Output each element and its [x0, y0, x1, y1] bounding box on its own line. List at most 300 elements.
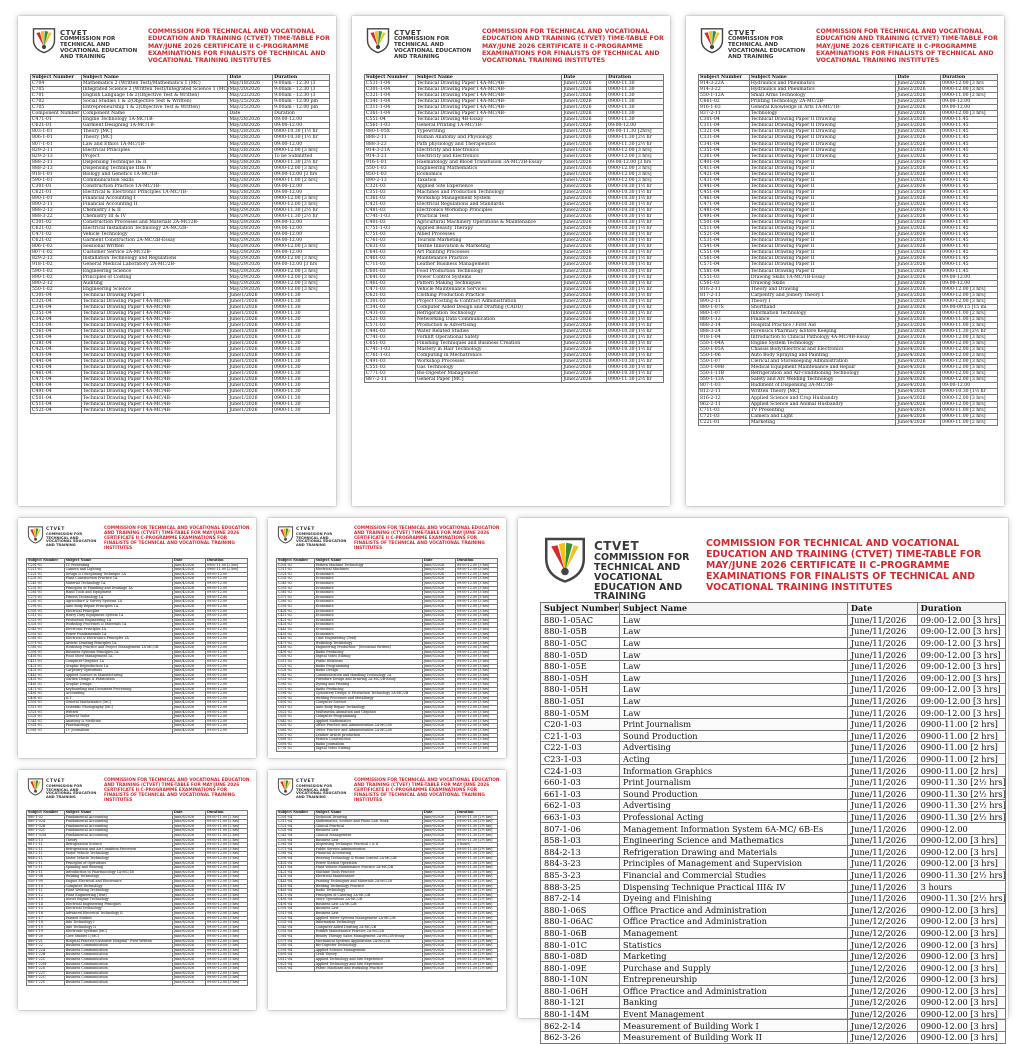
- timetable-page-6: [18, 770, 256, 1010]
- exam-date: June/4/2026: [896, 401, 941, 407]
- subject-name: Fundamental Accounting: [64, 833, 172, 838]
- subject-name: Agricultural Machinery Operations & Maintenance: [415, 220, 562, 226]
- ctvet-logo: [276, 777, 295, 796]
- subject-name: Construction Practice 1A-MC/1B-: [81, 183, 228, 189]
- exam-duration: 0900-11.30 [2½ hr: [273, 214, 330, 220]
- exam-date: June/3/2026: [896, 183, 941, 189]
- exam-duration: 09:00-11.00 [2 hrs]: [205, 815, 247, 820]
- subject-number: 661-1-03: [541, 788, 620, 800]
- exam-duration: 0900-11.45: [941, 238, 998, 244]
- exam-duration: 0900-11.45: [941, 153, 998, 159]
- exam-date: May/28/2026: [228, 195, 273, 201]
- subject-number: 880-1-09E: [541, 962, 620, 974]
- exam-duration: 0900-12.00 [3 hrs]: [917, 846, 1005, 858]
- ctvet-logo: [30, 26, 58, 54]
- subject-name: Biology and Genetics 1A-MC/1B-: [81, 171, 228, 177]
- subject-number: C711-03: [365, 262, 416, 268]
- subject-name: Technical Drawing Paper II: [749, 232, 896, 238]
- exam-duration: 09:00-12.00 [3 hrs]: [455, 577, 497, 582]
- subject-number: 550-1-13: [27, 898, 65, 903]
- exam-date: June/3/2026: [896, 117, 941, 123]
- exam-duration: 09:00-11.30 [2½ hrs]: [455, 870, 497, 875]
- subject-name: Computer Aided Design and Drafting (CADD): [415, 304, 562, 310]
- subject-name: Statistics: [620, 939, 848, 951]
- column-header: Subject Number: [277, 559, 315, 564]
- exam-date: June/1/2026: [562, 177, 607, 183]
- exam-duration: 09:00-12.00 [3 hrs]: [455, 701, 497, 706]
- exam-duration: 0900-12.00 [3 hrs]: [917, 974, 1005, 986]
- subject-number: 880-1-06S: [541, 904, 620, 916]
- exam-duration: 0900-11.45: [941, 123, 998, 129]
- subject-name: Public Relations: [314, 660, 422, 665]
- table-row: [541, 811, 1006, 823]
- table-row: [541, 718, 1006, 730]
- subject-number: 888-2-13: [31, 165, 82, 171]
- subject-name: Social Studies 1 & 2(Objective Test & Written): [81, 99, 228, 105]
- exam-date: June/11/2026: [847, 765, 917, 777]
- subject-number: C691-02: [277, 742, 315, 747]
- column-header: Duration: [273, 75, 330, 81]
- subject-number: 918-2-11: [27, 870, 65, 875]
- subject-name: Workshop Management System: [415, 195, 562, 201]
- subject-name: Communication and Handling Technology 2A: [314, 673, 422, 678]
- exam-duration: 0900-12.00 [3 hrs]: [273, 274, 330, 280]
- exam-duration: 09:00-12.00 [3 hrs]: [455, 568, 497, 573]
- exam-duration: 09:00-11.30 [2½ hrs]: [455, 856, 497, 861]
- exam-date: June/4/2026: [172, 563, 205, 568]
- exam-date: June/4/2026: [896, 371, 941, 377]
- column-header: Date: [422, 559, 455, 564]
- exam-date: June/5/2026: [422, 618, 455, 623]
- subject-number: C571-02: [277, 687, 315, 692]
- subject-number: C521-01: [27, 710, 65, 715]
- exam-duration: 09:00-12.00 [3 hrs]: [455, 692, 497, 697]
- subject-name: Technical Drawing Paper II: [749, 159, 896, 165]
- subject-name: Technical Drawing Paper I 4A-MC/4B-: [81, 377, 228, 383]
- subject-number: C331-02: [277, 577, 315, 582]
- subject-number: 880-1-05E: [541, 660, 620, 672]
- exam-duration: 0900-11.00 [2 hrs]: [917, 730, 1005, 742]
- exam-date: June/2/2026: [562, 371, 607, 377]
- subject-number: 880-1-06B: [541, 927, 620, 939]
- subject-number: C621-03: [365, 292, 416, 298]
- exam-date: June/4/2026: [172, 692, 205, 697]
- subject-name: Law: [620, 684, 848, 696]
- exam-date: May/29/2026: [228, 238, 273, 244]
- subject-name: Medical Equipment Maintenance and Repair: [749, 365, 896, 371]
- subject-number: C361-03: [365, 195, 416, 201]
- exam-date: June/4/2026: [172, 637, 205, 642]
- exam-date: June/4/2026: [172, 710, 205, 715]
- timetable-page-7: [268, 770, 506, 1010]
- subject-number: C321-1-04: [365, 93, 416, 99]
- exam-date: June/8/2026: [172, 861, 205, 866]
- exam-date: June/4/2026: [172, 687, 205, 692]
- ctvet-logo: [26, 777, 45, 796]
- subject-name: Measurement of Building Work II: [620, 1031, 848, 1043]
- subject-number: C441-01: [27, 673, 65, 678]
- exam-date: June/2/2026: [562, 341, 607, 347]
- exam-date: June/4/2026: [172, 696, 205, 701]
- table-row: [541, 916, 1006, 928]
- subject-number: C351-03: [365, 189, 416, 195]
- exam-duration: 09:00-12.00 [3 hrs]: [205, 921, 247, 926]
- exam-date: June/1/2026: [562, 147, 607, 153]
- subject-name: Technical Drawing Paper I 4A-MC/4B-: [415, 111, 562, 117]
- exam-duration: 09:00-12.00: [205, 604, 247, 609]
- subject-number: 883-2-11: [27, 852, 65, 857]
- subject-name: Forklift Operational Safety: [415, 335, 562, 341]
- exam-duration: 0900-11.30: [273, 310, 330, 316]
- exam-duration: 0900-11.30: [273, 322, 330, 328]
- subject-name: Technical Drawing Paper I 4A-MC/4B-: [81, 395, 228, 401]
- subject-number: C301-02: [31, 220, 82, 226]
- exam-date: June/3/2026: [896, 226, 941, 232]
- exam-date: June/11/2026: [847, 637, 917, 649]
- ctvet-logo: [364, 26, 392, 54]
- subject-name: Law: [620, 614, 848, 626]
- exam-duration: 0900-11.30: [273, 371, 330, 377]
- subject-number: C301-01: [27, 609, 65, 614]
- column-header: Duration: [205, 811, 247, 816]
- subject-number: 880-1-22C: [27, 958, 65, 963]
- exam-duration: 09:00-12.00: [205, 715, 247, 720]
- subject-name: Written: [64, 710, 172, 715]
- exam-date: June/1/2026: [562, 171, 607, 177]
- exam-date: June/8/2026: [172, 902, 205, 907]
- subject-name: Bio-Digester Management: [415, 371, 562, 377]
- exam-duration: 0900-11.30 [2½ hr: [273, 159, 330, 165]
- exam-duration: 09:00-12.00: [205, 728, 247, 733]
- exam-duration: 09:00-12.00 [3 hrs]: [205, 884, 247, 889]
- timetable-title: COMMISSION FOR TECHNICAL AND VOCATIONAL EDUCATION AND TRAINING (CTVET) TIME-TABLE FOR MAY/JUNE 2026 CERTIFICATE II C-PROGRAMME EXAMINATIONS FOR FINALISTS OF TECHNICAL AND VOCATIONAL TRAINING INSTITUTES: [354, 526, 500, 552]
- subject-name: Fundamental Accounting: [64, 824, 172, 829]
- exam-date: June/2/2026: [562, 335, 607, 341]
- exam-date: June/2/2026: [896, 93, 941, 99]
- exam-date: June/11/2026: [847, 672, 917, 684]
- exam-duration: 0900-10.30 [1½ hr: [273, 129, 330, 135]
- exam-duration: 0900-11.45: [941, 201, 998, 207]
- exam-date: June/2/2026: [562, 201, 607, 207]
- exam-date: May/25/2026: [228, 99, 273, 105]
- column-header: Date: [896, 75, 941, 81]
- exam-duration: 0900-11.30: [273, 335, 330, 341]
- subject-number: C421-04: [699, 171, 750, 177]
- subject-name: Applied Site Experience: [415, 183, 562, 189]
- timetable-title: COMMISSION FOR TECHNICAL AND VOCATIONAL EDUCATION AND TRAINING (CTVET) TIME-TABLE FOR MAY/JUNE 2026 CERTIFICATE II C-PROGRAMME EXAMINATIONS FOR FINALISTS OF TECHNICAL AND VOCATIONAL TRAINING INSTITUTES: [816, 28, 998, 65]
- subject-number: 880-1-05C: [541, 637, 620, 649]
- exam-date: June/4/2026: [172, 724, 205, 729]
- subject-name: Electronics Workshop Principles: [415, 208, 562, 214]
- exam-duration: 09:00-12.00 [3 hrs]: [455, 664, 497, 669]
- subject-name: Economics: [314, 595, 422, 600]
- subject-number: C451-04: [277, 884, 315, 889]
- exam-date: June/4/2026: [172, 595, 205, 600]
- exam-duration: 0900-12.00 [3 hrs: [941, 81, 998, 87]
- subject-name: Radio Producing: [314, 650, 422, 655]
- subject-number: 880-1-05H: [541, 684, 620, 696]
- exam-date: June/9/2026: [422, 935, 455, 940]
- subject-number: C241-01: [27, 581, 65, 586]
- subject-name: Gas Technology: [415, 365, 562, 371]
- table-row: [541, 1020, 1006, 1032]
- exam-duration: 0900-10.30 [1½ hr: [607, 195, 664, 201]
- subject-name: Technical Drawing Paper I 4A-MC/4B-: [415, 93, 562, 99]
- exam-duration: Duration: [273, 111, 330, 117]
- subject-number: C631-03: [365, 244, 416, 250]
- exam-date: June/8/2026: [172, 833, 205, 838]
- exam-date: June/5/2026: [422, 669, 455, 674]
- subject-number: C571-04: [277, 939, 315, 944]
- subject-number: 550-1-12A: [699, 93, 750, 99]
- exam-date: May/18/2026: [228, 81, 273, 87]
- exam-duration: 09:00-12.00 [3 hrs]: [205, 847, 247, 852]
- subject-name: Auto Body Spraying and Painting: [749, 353, 896, 359]
- exam-duration: 0900-10.30 [1½ hr: [607, 347, 664, 353]
- subject-name: Applied Beauty Therapy: [415, 226, 562, 232]
- subject-name: Electrical Principles: [81, 147, 228, 153]
- subject-number: 806-1-01: [31, 135, 82, 141]
- subject-name: Graphic Design: [64, 683, 172, 688]
- exam-date: May/29/2026: [228, 268, 273, 274]
- subject-number: C491-04: [31, 389, 82, 395]
- exam-date: May/29/2026: [228, 232, 273, 238]
- subject-name: Advertising: [620, 800, 848, 812]
- subject-number: C451-02: [277, 632, 315, 637]
- exam-duration: 0900-12.00 [3 hrs]: [917, 1020, 1005, 1032]
- subject-name: Engineering Science: [81, 286, 228, 292]
- exam-duration: 09:00-12.00: [273, 220, 330, 226]
- subject-number: C581-04: [699, 268, 750, 274]
- table-row: [541, 962, 1006, 974]
- exam-date: June/5/2026: [422, 563, 455, 568]
- subject-name: Economics: [314, 581, 422, 586]
- subject-name: Technical Drawing Paper I 4A-MC/4B-: [81, 322, 228, 328]
- exam-duration: 0900-11.30: [273, 407, 330, 413]
- exam-duration: 0900-10.30 [1½ hr: [607, 250, 664, 256]
- subject-number: C431-04: [699, 177, 750, 183]
- brand-name: CTVET COMMISSION FOR TECHNICAL AND VOCATIONAL EDUCATION AND TRAINING: [296, 779, 347, 800]
- exam-date: June/12/2026: [847, 985, 917, 997]
- subject-name: Welding Technology: [64, 875, 172, 880]
- subject-name: Economics: [314, 609, 422, 614]
- exam-duration: 09:00-12.00 [3 hrs]: [205, 925, 247, 930]
- exam-duration: 09:00-12.00 [3 hrs]: [205, 935, 247, 940]
- exam-date: June/1/2026: [562, 129, 607, 135]
- subject-number: C461-04: [277, 889, 315, 894]
- subject-number: 550-1-07: [699, 359, 750, 365]
- subject-number: C591-02: [277, 696, 315, 701]
- subject-number: C331-01: [27, 623, 65, 628]
- exam-date: June/2/2026: [562, 280, 607, 286]
- subject-name: Multimedia Animation and Graphics: [314, 710, 422, 715]
- subject-name: Technical Drawing Paper II: [749, 171, 896, 177]
- subject-name: Computer Science: [314, 701, 422, 706]
- exam-date: June/3/2026: [896, 177, 941, 183]
- timetable-table: [30, 74, 330, 414]
- subject-name: Technical Drawing Paper II: [749, 238, 896, 244]
- subject-number: C531-02: [277, 669, 315, 674]
- subject-name: Electrical Installation Technology 2A-MC/2B-: [81, 226, 228, 232]
- table-row: [541, 985, 1006, 997]
- subject-name: Technical Drawing Paper II: [749, 214, 896, 220]
- subject-name: Technical Drawing Paper II Drawing: [749, 135, 896, 141]
- exam-date: June/9/2026: [422, 962, 455, 967]
- exam-date: June/5/2026: [422, 664, 455, 669]
- exam-date: June/1/2026: [228, 322, 273, 328]
- exam-date: June/8/2026: [172, 889, 205, 894]
- timetable-page-5: [268, 518, 506, 758]
- exam-duration: 0900-10.30 [1½ hr: [607, 335, 664, 341]
- exam-date: June/1/2026: [228, 316, 273, 322]
- exam-duration: 09:00-12.00 [3 hrs]: [205, 930, 247, 935]
- exam-duration: 09:00-11.30 [2½ hrs]: [455, 833, 497, 838]
- subject-number: C381-01: [27, 646, 65, 651]
- exam-duration: 0900-10.30 [1½ hr: [607, 341, 664, 347]
- subject-name: Business Communication: [64, 944, 172, 949]
- exam-date: June/11/2026: [847, 684, 917, 696]
- exam-duration: 09:00-11.30 [2½ hrs]: [455, 815, 497, 820]
- subject-number: 914-3-21: [365, 153, 416, 159]
- exam-date: May/28/2026: [228, 189, 273, 195]
- subject-name: Typewriting: [415, 129, 562, 135]
- subject-name: Garment Construction 2A-MC/2B-Essay: [81, 238, 228, 244]
- subject-number: C351-04: [31, 310, 82, 316]
- subject-number: 914-3-22A: [699, 81, 750, 87]
- timetable-page-3: [686, 16, 1004, 506]
- exam-date: June/5/2026: [422, 614, 455, 619]
- exam-date: June/8/2026: [172, 958, 205, 963]
- exam-date: June/4/2026: [172, 609, 205, 614]
- exam-duration: 0900-11.30: [273, 353, 330, 359]
- subject-number: 816-2-12: [699, 395, 750, 401]
- subject-number: C701: [31, 93, 82, 99]
- exam-duration: 09:00-12.00 [3 hrs]: [205, 902, 247, 907]
- subject-name: Camera and Lighting: [64, 568, 172, 573]
- exam-duration: 09:00-12.00 [3 hrs]: [455, 650, 497, 655]
- subject-name: Food Store Management 1A: [64, 655, 172, 660]
- subject-name: Printing Technology 2A-MC/2B-: [749, 99, 896, 105]
- subject-name: Motor Vehicle Technology: [64, 856, 172, 861]
- subject-name: Welding Processes and Metallurgy: [314, 696, 422, 701]
- exam-duration: 0900-12.00 [3 hrs]: [607, 147, 664, 153]
- exam-date: June/2/2026: [562, 226, 607, 232]
- subject-number: C451-04: [699, 189, 750, 195]
- exam-date: June/5/2026: [422, 577, 455, 582]
- subject-number: C521-04: [31, 407, 82, 413]
- subject-name: Rudiment of Dispensing 3A-MC/3B-: [749, 383, 896, 389]
- subject-name: Workshop Practice and Project Management 1A-MC/1B: [64, 646, 172, 651]
- subject-name: Technical Drawing Paper II: [749, 244, 896, 250]
- exam-duration: 0900-11.45: [941, 141, 998, 147]
- subject-number: C641-03: [365, 274, 416, 280]
- exam-date: June/12/2026: [847, 962, 917, 974]
- subject-number: C561-01: [27, 728, 65, 733]
- exam-duration: 09:00-12.00 [3 hrs]: [455, 728, 497, 733]
- exam-duration: 0900-10.30 [1½ hr: [607, 310, 664, 316]
- subject-number: 888-2-12: [31, 208, 82, 214]
- exam-date: June/5/2026: [422, 600, 455, 605]
- exam-duration: 09:00-12.00: [205, 586, 247, 591]
- column-header: Subject Name: [620, 603, 848, 615]
- exam-date: June/11/2026: [847, 881, 917, 893]
- exam-date: June/5/2026: [422, 637, 455, 642]
- exam-duration: 0900-10.30 [1½ hr: [607, 286, 664, 292]
- subject-name: Clerical and Storekeeping Administration: [749, 359, 896, 365]
- subject-name: Business Communication: [64, 971, 172, 976]
- exam-date: May/28/2026: [228, 153, 273, 159]
- ctvet-logo: [698, 26, 726, 54]
- subject-name: Economics: [314, 618, 422, 623]
- subject-name: Design & Disciplining Technique 2A: [64, 572, 172, 577]
- brand-name: CTVET COMMISSION FOR TECHNICAL AND VOCATIONAL EDUCATION AND TRAINING: [46, 527, 97, 548]
- subject-name: Bio-Digester Technology: [314, 944, 422, 949]
- subject-number: C491-01: [27, 696, 65, 701]
- exam-date: June/1/2026: [562, 159, 607, 165]
- exam-duration: 09:00-12.00 [3 hrs]: [205, 962, 247, 967]
- exam-duration: 09:00-12.00: [273, 141, 330, 147]
- subject-number: C741-03: [365, 335, 416, 341]
- subject-number: 880-1-05AC: [541, 614, 620, 626]
- subject-number: C471-02: [277, 641, 315, 646]
- exam-date: June/3/2026: [896, 214, 941, 220]
- subject-number: C671-02: [277, 733, 315, 738]
- subject-number: C621-01: [31, 123, 82, 129]
- subject-name: Technical Drawing Paper II: [749, 189, 896, 195]
- subject-name: Plant Construction Practice 1A: [64, 577, 172, 582]
- exam-date: June/8/2026: [172, 980, 205, 985]
- exam-date: June/8/2026: [172, 939, 205, 944]
- exam-date: June/8/2026: [172, 916, 205, 921]
- subject-name: Business Law: [314, 829, 422, 834]
- subject-name: Print Journalism: [620, 776, 848, 788]
- subject-number: C511-04: [31, 401, 82, 407]
- subject-name: Sound Production: [620, 730, 848, 742]
- exam-date: June/3/2026: [896, 310, 941, 316]
- subject-number: C702: [31, 99, 82, 105]
- exam-duration: 09:00-12.00 [3 hrs]: [917, 649, 1005, 661]
- exam-date: May/28/2026: [228, 183, 273, 189]
- exam-duration: 09:00-12.00 [3 hrs]: [917, 660, 1005, 672]
- exam-duration: 0900-11.45: [941, 244, 998, 250]
- exam-date: June/4/2026: [172, 715, 205, 720]
- exam-date: June/5/2026: [422, 586, 455, 591]
- exam-date: June/3/2026: [896, 268, 941, 274]
- exam-duration: 09:00-12.00 [3 hrs]: [205, 971, 247, 976]
- subject-number: C411-01: [27, 660, 65, 665]
- exam-date: May/28/2026: [228, 171, 273, 177]
- subject-name: Integrated Science 2 (Written Test)/Integrated Science 1 (MC): [82, 87, 229, 93]
- exam-date: May/29/2026: [228, 286, 273, 292]
- timetable-table: [698, 74, 998, 426]
- exam-duration: 0900-10.30 [1½ hr: [607, 226, 664, 232]
- exam-date: June/1/2026: [562, 141, 607, 147]
- subject-name: Technical Drawing Paper I 4A-MC/4B-: [81, 347, 228, 353]
- table-row: [541, 1008, 1006, 1020]
- subject-name: Technical Drawing Paper II: [749, 165, 896, 171]
- subject-name: Computer Graphics 1A: [64, 660, 172, 665]
- subject-number: C401-03: [365, 220, 416, 226]
- exam-date: June/8/2026: [172, 843, 205, 848]
- subject-name: General Medical Laboratory 2A-MC/2B-: [81, 262, 228, 268]
- table-row: [541, 776, 1006, 788]
- subject-name: Computer Programming: [314, 715, 422, 720]
- subject-number: 890-2-12: [31, 280, 82, 286]
- exam-duration: 09:00-12.00 [3 hrs]: [205, 958, 247, 963]
- subject-number: C24-1-03: [541, 765, 620, 777]
- subject-number: C351-04: [277, 838, 315, 843]
- subject-name: Business Communication: [64, 948, 172, 953]
